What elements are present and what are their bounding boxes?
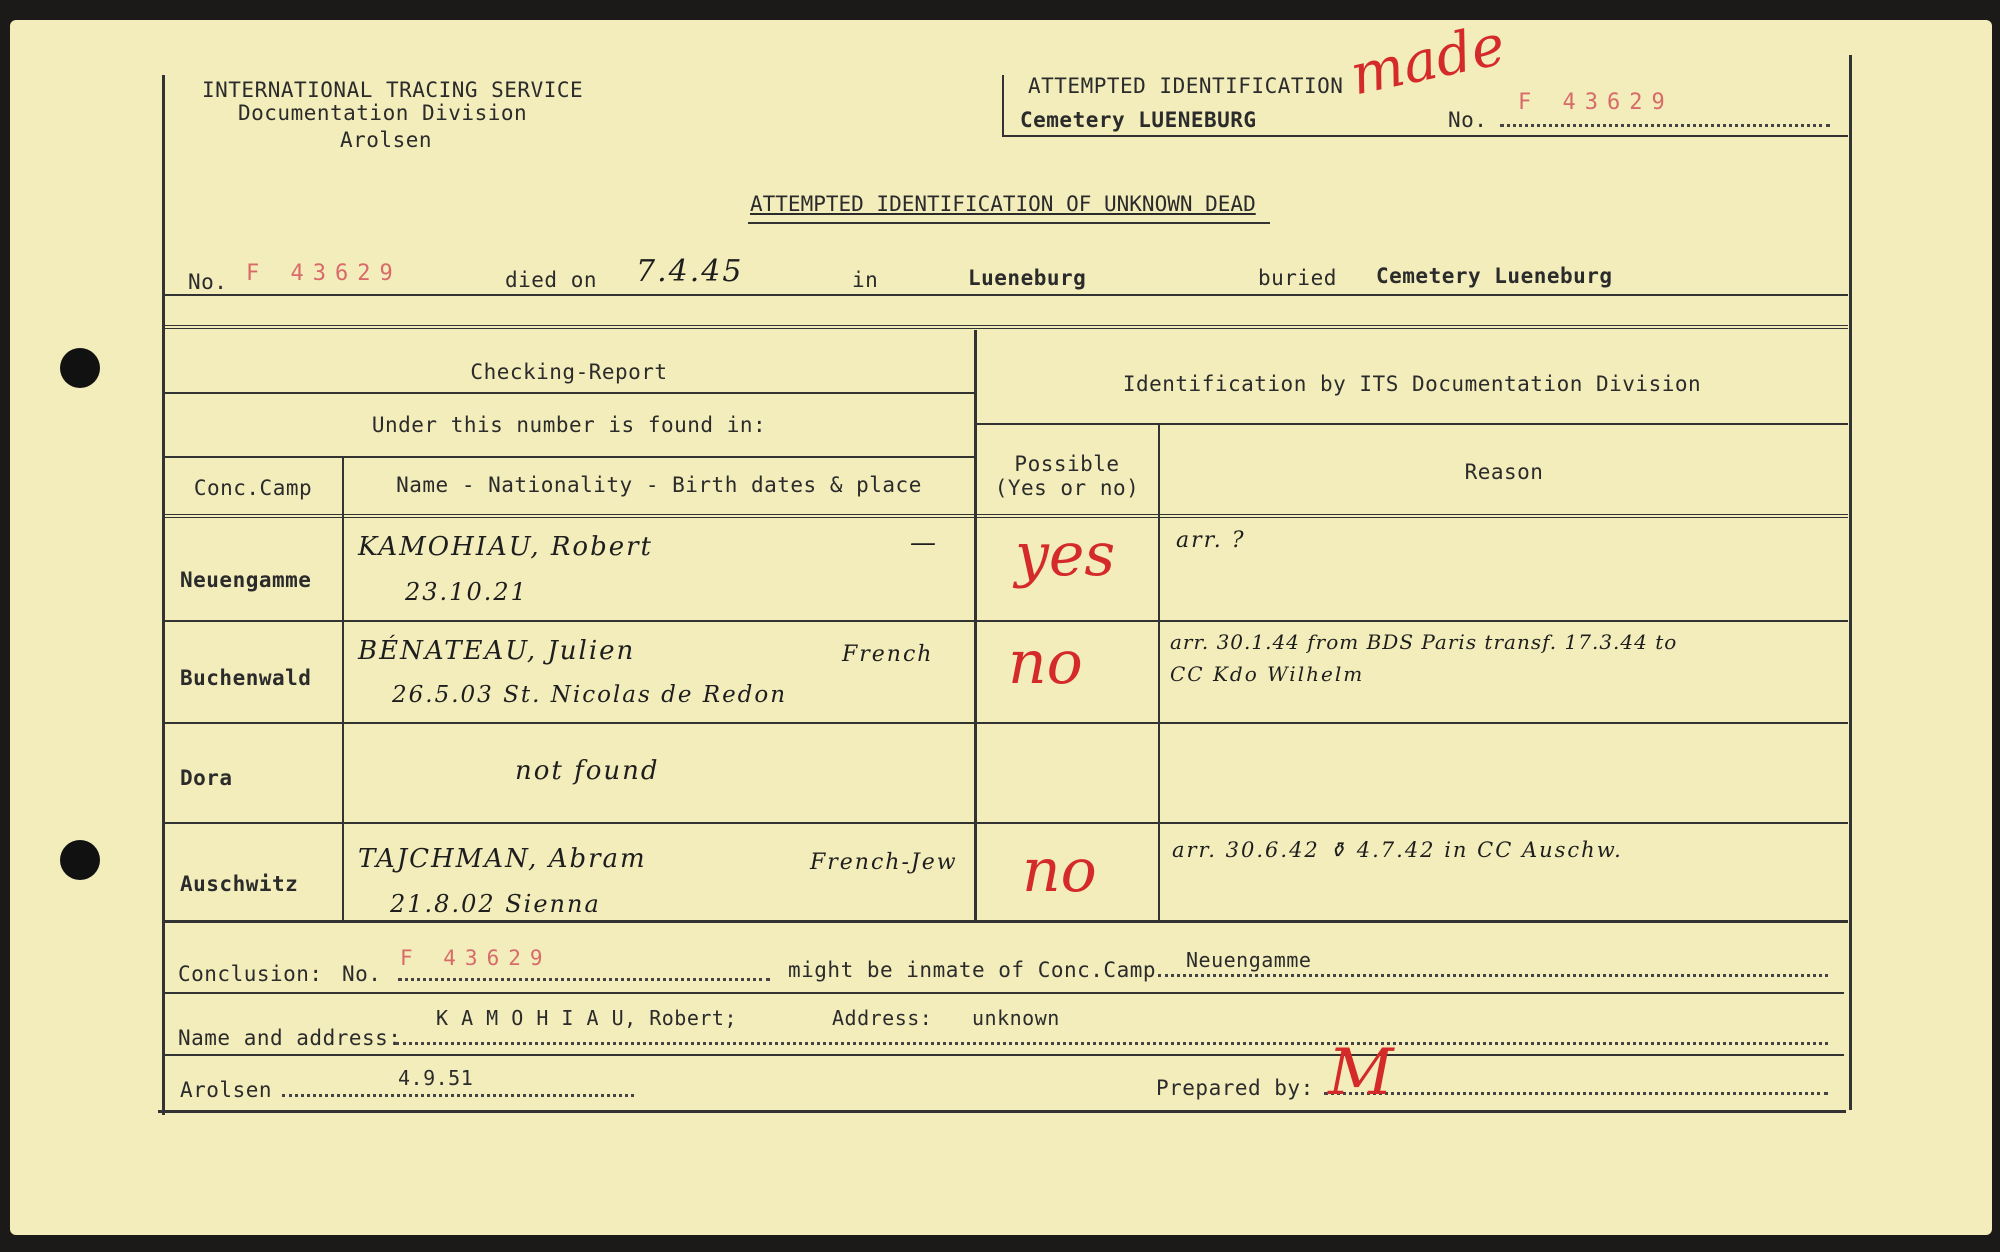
table-divider-camp — [342, 458, 344, 922]
col-camp-header: Conc.Camp — [193, 476, 313, 500]
row3-name: not found — [515, 756, 660, 786]
footer-date: 4.9.51 — [398, 1066, 474, 1090]
address-value: unknown — [972, 1006, 1060, 1030]
handwritten-note: made — [1344, 12, 1511, 109]
row-separator — [164, 620, 1848, 622]
footer-date-dots — [282, 1094, 634, 1097]
conclusion-might-label: might be inmate of Conc.Camp — [788, 958, 1157, 982]
checking-report-line — [164, 392, 974, 394]
name-address-label: Name and address: — [178, 1026, 402, 1050]
record-line — [164, 294, 1848, 296]
row2-nationality: French — [842, 642, 934, 667]
name-address-dots — [396, 1042, 1828, 1045]
row1-name: KAMOHIAU, Robert — [358, 532, 653, 562]
in-label: in — [852, 268, 879, 292]
name-value: K A M O H I A U, Robert; — [436, 1006, 737, 1030]
punch-hole — [60, 840, 100, 880]
punch-hole — [60, 348, 100, 388]
row2-reason-1: arr. 30.1.44 from BDS Paris transf. 17.3.44 to — [1170, 630, 1678, 654]
org-division: Documentation Division — [238, 101, 528, 125]
header-no-value: F 43629 — [1518, 90, 1674, 115]
identification-header: Identification by ITS Documentation Division — [1122, 372, 1702, 396]
conclusion-label: Conclusion: — [178, 962, 323, 986]
col-possible-header-2: (Yes or no) — [994, 476, 1140, 500]
row2-possible: no — [1008, 628, 1083, 698]
card-title: ATTEMPTED IDENTIFICATION OF UNKNOWN DEAD — [750, 192, 1256, 216]
conclusion-camp-dots — [1158, 974, 1828, 977]
table-top-line — [164, 325, 1848, 329]
frame-right-line — [1849, 55, 1852, 1110]
row4-birth: 21.8.02 Sienna — [390, 890, 601, 918]
prepared-signature: M — [1328, 1036, 1394, 1110]
row1-birth: 23.10.21 — [405, 578, 528, 606]
header-box-divider — [1002, 75, 1004, 135]
col-name-header: Name - Nationality - Birth dates & place — [396, 473, 922, 497]
row1-camp: Neuengamme — [180, 568, 312, 592]
conclusion-line — [164, 992, 1844, 994]
row3-camp: Dora — [180, 766, 233, 790]
record-no-label: No. — [188, 270, 228, 294]
address-label: Address: — [832, 1006, 933, 1030]
org-location: Arolsen — [340, 128, 433, 152]
header-no-dots — [1500, 124, 1830, 127]
row4-nationality: French-Jew — [810, 850, 958, 875]
died-value: 7.4.45 — [636, 254, 744, 289]
header-no-label: No. — [1448, 108, 1488, 132]
row2-camp: Buchenwald — [180, 666, 312, 690]
buried-value: Cemetery Lueneburg — [1376, 264, 1613, 288]
header-box-bottom — [1002, 135, 1848, 137]
buried-label: buried — [1258, 266, 1337, 290]
row1-nationality: — — [910, 528, 938, 558]
org-name: INTERNATIONAL TRACING SERVICE — [202, 78, 584, 102]
record-no-value: F 43629 — [246, 261, 402, 286]
cemetery-label: Cemetery LUENEBURG — [1020, 108, 1257, 132]
conclusion-camp-value: Neuengamme — [1186, 948, 1312, 972]
checking-report-label: Checking-Report — [470, 360, 668, 384]
row-separator — [164, 722, 1848, 724]
row4-camp: Auschwitz — [180, 872, 299, 896]
table-header-line — [164, 514, 1848, 518]
table-bottom-line — [164, 920, 1848, 923]
prepared-label: Prepared by: — [1156, 1076, 1314, 1100]
row2-reason-2: CC Kdo Wilhelm — [1170, 662, 1365, 686]
row4-name: TAJCHMAN, Abram — [358, 844, 647, 874]
frame-bottom-line — [158, 1110, 1846, 1113]
row1-reason: arr. ? — [1176, 528, 1246, 553]
table-divider-main — [974, 330, 977, 922]
name-address-line — [164, 1054, 1844, 1056]
conclusion-no-dots — [398, 978, 770, 981]
title-underline — [748, 222, 1270, 224]
found-in-label: Under this number is found in: — [371, 413, 767, 437]
col-possible-header-1: Possible — [1014, 452, 1120, 476]
row2-name: BÉNATEAU, Julien — [358, 636, 636, 666]
attempt-label: ATTEMPTED IDENTIFICATION — [1028, 74, 1344, 98]
died-label: died on — [505, 268, 598, 292]
row-separator — [164, 822, 1848, 824]
row1-possible: yes — [1015, 520, 1116, 590]
conclusion-no-value: F 43629 — [400, 946, 552, 970]
prepared-dots — [1324, 1092, 1828, 1095]
row2-birth: 26.5.03 St. Nicolas de Redon — [392, 682, 788, 708]
in-value: Lueneburg — [968, 266, 1087, 290]
found-in-line — [164, 456, 974, 458]
col-reason-header: Reason — [1464, 460, 1544, 484]
conclusion-no-label: No. — [342, 962, 382, 986]
identification-line — [976, 423, 1848, 425]
footer-place: Arolsen — [180, 1078, 273, 1102]
row4-possible: no — [1022, 836, 1097, 906]
table-divider-possible — [1158, 425, 1160, 922]
frame-left-line — [162, 75, 165, 1115]
row4-reason: arr. 30.6.42 ⚱ 4.7.42 in CC Auschw. — [1172, 838, 1623, 862]
